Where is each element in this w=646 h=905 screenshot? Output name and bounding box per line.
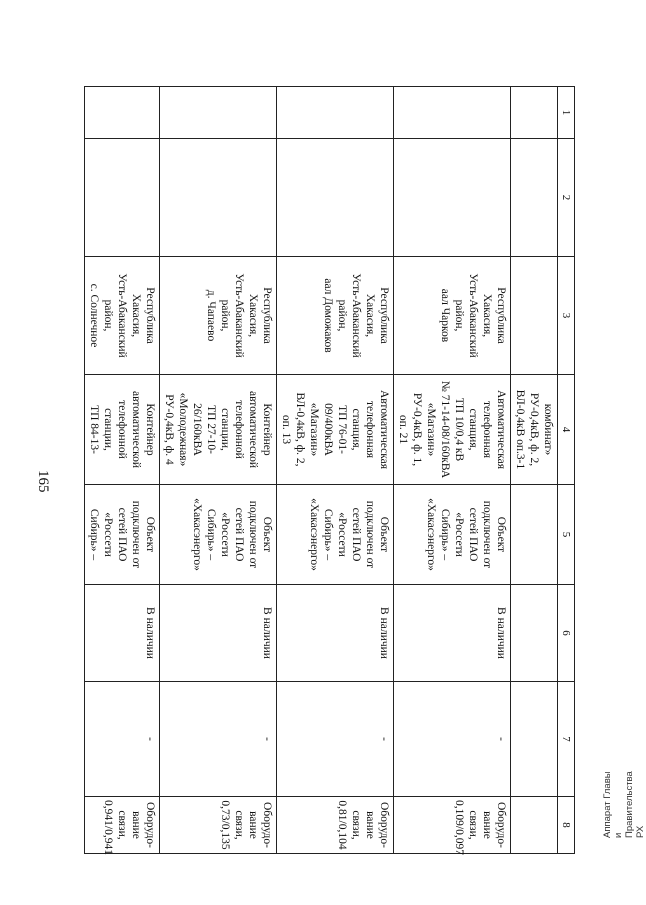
table-row — [85, 87, 160, 854]
dash-cell: - — [394, 682, 511, 797]
equipment-cell: Оборудо- вание связи, 0,73/0,135 — [160, 797, 277, 854]
table-cell — [511, 87, 558, 139]
availability-cell: В наличии — [277, 585, 394, 682]
column-number-6: 6 — [558, 585, 575, 682]
equipment-cell: Оборудо- вание связи, 0,109/0,097 — [394, 797, 511, 854]
table-cell — [394, 139, 511, 257]
location-cell: Республика Хакасия, Усть-Абаканский район, аал Чарков — [394, 257, 511, 375]
connection-cell: Объект подключен от сетей ПАО «Россети Сибирь» – «Хакасэнерго» — [277, 485, 394, 585]
table-cell — [511, 682, 558, 797]
table-cell — [511, 375, 558, 485]
column-number-1: 1 — [558, 87, 575, 139]
column-number-4: 4 — [558, 375, 575, 485]
table-cell — [160, 139, 277, 257]
dash-cell: - — [277, 682, 394, 797]
table-cell — [85, 87, 160, 139]
column-number-8: 8 — [558, 797, 575, 854]
availability-cell: В наличии — [160, 585, 277, 682]
table-cell — [511, 585, 558, 682]
table-cell — [511, 257, 558, 375]
column-number-row — [558, 87, 575, 854]
connection-cell: Объект подключен от сетей ПАО «Россети Сибирь» – «Хакасэнерго» — [394, 485, 511, 585]
object-cell: Автоматическая телефонная станция, ТП 76-01- 09/400кВА «Магазин» ВЛ-0,4кВ, ф. 2, оп. 13 — [277, 375, 394, 485]
column-number-7: 7 — [558, 682, 575, 797]
table-cell — [511, 139, 558, 257]
column-number-2: 2 — [558, 139, 575, 257]
table-row — [394, 87, 511, 854]
object-cell: Автоматическая телефонная станция, ТП 10/0,4 кВ № 71-14-08/160кВА «Магазин» РУ-0,4кВ, ф. 1, оп. 21 — [394, 375, 511, 485]
table-row — [277, 87, 394, 854]
column-number-3: 3 — [558, 257, 575, 375]
availability-cell: В наличии — [394, 585, 511, 682]
column-number-5: 5 — [558, 485, 575, 585]
connection-cell: Объект подключен от сетей ПАО «Россети Сибирь» – «Хакасэнерго» — [160, 485, 277, 585]
object-cell: Контейнер автоматической телефонной станции, ТП 84-13- — [85, 375, 160, 485]
dash-cell: - — [160, 682, 277, 797]
page-number: 165 — [35, 470, 51, 493]
object-cell: Контейнер автоматической телефонной станции, ТП 27-10- 26/160кВА «Молодежная» РУ-0,4кВ, ф. 4 — [160, 375, 277, 485]
rotated-table-container — [84, 86, 575, 854]
location-cell: Республика Хакасия, Усть-Абаканский район, аал Доможаков — [277, 257, 394, 375]
table-cell — [277, 87, 394, 139]
dash-cell: - — [85, 682, 160, 797]
table-cell — [511, 797, 558, 854]
table-row — [160, 87, 277, 854]
location-cell: Республика Хакасия, Усть-Абаканский район, д. Чапаево — [160, 257, 277, 375]
table-cell — [160, 87, 277, 139]
watermark-text: Аппарат Главы и Правительства РХ — [602, 771, 646, 838]
continuation-text: комбинат» РУ-0,4кВ, ф. 2, ВЛ-0,4кВ оп.3-1 — [514, 389, 554, 470]
table-cell — [85, 139, 160, 257]
equipment-cell: Оборудо- вание связи, 0,941/0,941 — [85, 797, 160, 854]
continuation-row — [511, 87, 558, 854]
table-cell — [394, 87, 511, 139]
location-cell: Республика Хакасия, Усть-Абаканский район, с. Солнечное — [85, 257, 160, 375]
equipment-cell: Оборудо- вание связи, 0,81/0,104 — [277, 797, 394, 854]
availability-cell: В наличии — [85, 585, 160, 682]
connection-cell: Объект подключен от сетей ПАО «Россети Сибирь» – — [85, 485, 160, 585]
table-cell — [511, 485, 558, 585]
data-table — [84, 86, 575, 854]
table-cell — [277, 139, 394, 257]
